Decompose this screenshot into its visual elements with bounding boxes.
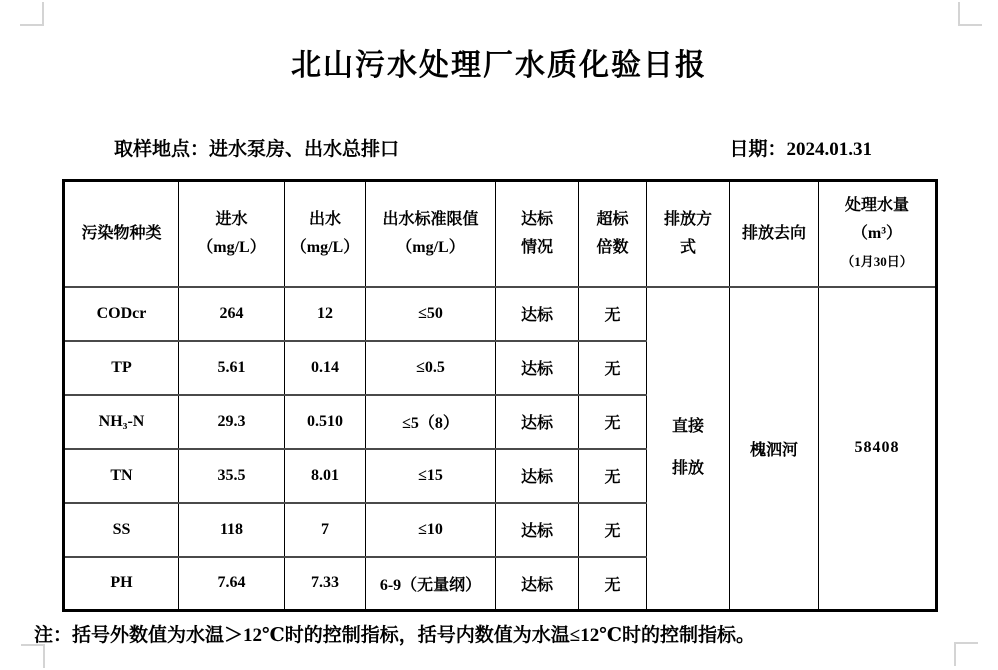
effluent-cell: 12 [285,287,366,341]
header-compliance-l2: 情况 [520,238,553,256]
header-volume-label: 处理水量 [844,196,909,214]
influent-cell: 35.5 [179,449,285,503]
effluent-cell: 0.14 [285,341,366,395]
effluent-cell: 7.33 [285,557,366,611]
page-title: 北山污水处理厂水质化验日报 [291,49,707,82]
influent-cell: 7.64 [179,557,285,611]
treated-volume-cell: 58408 [819,287,937,611]
pollutant-cell: CODcr [64,287,179,341]
exceedance-cell: 无 [579,557,647,611]
header-treated-volume [819,181,937,287]
header-influent-unit: （mg/L） [197,238,266,256]
header-compliance-l1: 达标 [520,210,553,228]
header-exceedance-l2: 倍数 [596,238,629,256]
page-corner-mark-bottom-right [954,642,978,666]
exceedance-cell: 无 [579,449,647,503]
header-effluent-unit: （mg/L） [290,238,360,256]
header-volume-date: （1月30日） [841,253,913,269]
compliance-cell: 达标 [496,503,579,557]
header-limit [366,181,496,287]
influent-cell: 264 [179,287,285,341]
sampling-point-label: 取样地点：进水泵房、出水总排口 [114,139,400,160]
compliance-cell: 达标 [496,449,579,503]
compliance-cell: 达标 [496,287,579,341]
header-limit-unit: （mg/L） [396,238,465,256]
pollutant-cell: PH [64,557,179,611]
header-exceedance [579,181,647,287]
header-volume-unit: （m³） [851,224,903,242]
report-date-label: 日期：2024.01.31 [729,139,872,160]
effluent-cell: 7 [285,503,366,557]
discharge-method-l1: 直接 [671,418,704,436]
effluent-cell: 0.510 [285,395,366,449]
discharge-method-cell [647,287,730,611]
header-effluent-label: 出水 [308,210,341,228]
effluent-cell: 8.01 [285,449,366,503]
limit-cell: 6-9（无量纲） [366,557,496,611]
header-method-l2: 式 [679,238,696,256]
header-method-l1: 排放方 [663,210,712,228]
water-quality-table [62,179,938,612]
header-pollutant-label: 污染物种类 [81,224,162,242]
limit-cell: ≤0.5 [366,341,496,395]
pollutant-cell: SS [64,503,179,557]
influent-cell: 29.3 [179,395,285,449]
discharge-method-l2: 排放 [671,460,704,478]
header-discharge-destination [730,181,819,287]
influent-cell: 5.61 [179,341,285,395]
limit-cell: ≤50 [366,287,496,341]
table-row-codcr [64,287,937,341]
header-exceedance-l1: 超标 [596,210,629,228]
discharge-destination-cell: 槐泗河 [730,287,819,611]
page-corner-mark-top-right [958,2,982,26]
exceedance-cell: 无 [579,341,647,395]
compliance-cell: 达标 [496,395,579,449]
header-destination-label: 排放去向 [741,224,806,242]
limit-cell: ≤15 [366,449,496,503]
exceedance-cell: 无 [579,395,647,449]
influent-cell: 118 [179,503,285,557]
header-influent-label: 进水 [215,210,248,228]
compliance-cell: 达标 [496,341,579,395]
exceedance-cell: 无 [579,503,647,557]
compliance-cell: 达标 [496,557,579,611]
header-limit-label: 出水标准限值 [382,210,479,228]
pollutant-cell: NH₃-N [64,395,179,449]
limit-cell: ≤10 [366,503,496,557]
limit-cell: ≤5（8） [366,395,496,449]
pollutant-cell: TP [64,341,179,395]
header-compliance [496,181,579,287]
footnote: 注：括号外数值为水温＞12℃时的控制指标，括号内数值为水温≤12℃时的控制指标。 [34,625,755,646]
header-row [64,181,937,287]
header-effluent [285,181,366,287]
page-corner-mark-bottom-left [21,644,45,668]
header-discharge-method [647,181,730,287]
exceedance-cell: 无 [579,287,647,341]
header-pollutant [64,181,179,287]
header-influent [179,181,285,287]
pollutant-cell: TN [64,449,179,503]
page-corner-mark-top-left [20,2,44,26]
meta-row [114,138,872,162]
